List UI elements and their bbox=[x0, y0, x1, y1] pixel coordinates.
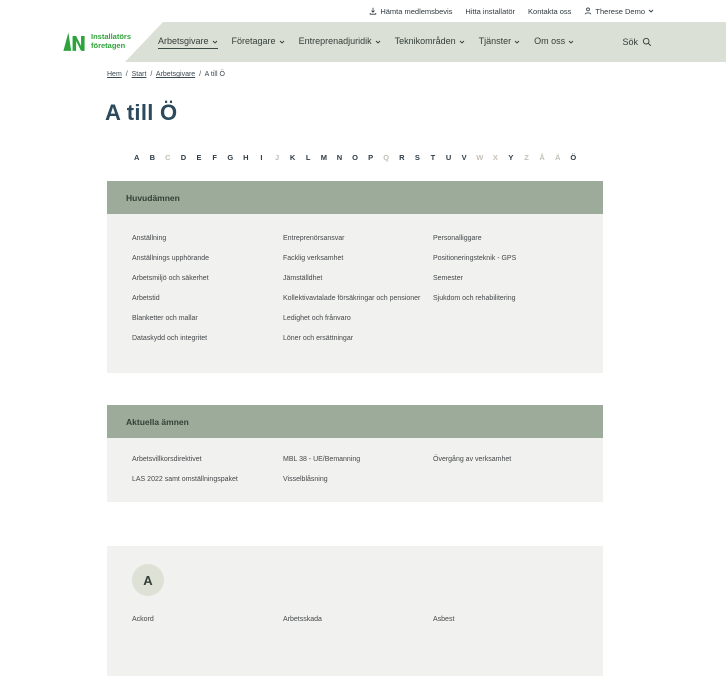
topic-link-arbetstid[interactable]: Arbetstid bbox=[132, 295, 160, 302]
breadcrumb-link-hem[interactable]: Hem bbox=[107, 71, 122, 78]
logo[interactable] bbox=[62, 29, 131, 53]
section-header-aktuella-amnen bbox=[107, 405, 603, 438]
topic-link-mbl-38-ue-bemanning[interactable]: MBL 38 - UE/Bemanning bbox=[283, 456, 361, 463]
alphabet-letter-w: W bbox=[476, 153, 484, 162]
alphabet-letter-h[interactable]: H bbox=[243, 153, 249, 162]
link-column bbox=[433, 235, 603, 343]
alphabet-letter-r[interactable]: R bbox=[399, 153, 405, 162]
topic-link-l-ner-och-ers-ttningar[interactable]: Löner och ersättningar bbox=[283, 335, 354, 342]
main-nav bbox=[158, 22, 574, 62]
link-column bbox=[283, 456, 433, 484]
chevron-down-icon bbox=[514, 36, 520, 46]
alphabet-nav bbox=[107, 153, 603, 162]
topic-link-arbetsmilj-och-s-kerhet[interactable]: Arbetsmiljö och säkerhet bbox=[132, 275, 209, 282]
topic-link-facklig-verksamhet[interactable]: Facklig verksamhet bbox=[283, 255, 344, 262]
topic-link-ackord[interactable]: Ackord bbox=[132, 616, 154, 623]
alphabet-letter-j: J bbox=[274, 153, 280, 162]
topic-link-visselbl-sning[interactable]: Visselblåsning bbox=[283, 476, 328, 483]
chevron-down-icon bbox=[459, 36, 465, 46]
section-aktuella-amnen bbox=[107, 405, 603, 502]
topic-link-semester[interactable]: Semester bbox=[433, 275, 463, 282]
topbar-label: Kontakta oss bbox=[528, 6, 572, 16]
topic-link-j-mst-lldhet[interactable]: Jämställdhet bbox=[283, 275, 323, 282]
alphabet-letter-s[interactable]: S bbox=[414, 153, 420, 162]
alphabet-letter-u[interactable]: U bbox=[445, 153, 452, 162]
nav-item-label: Tjänster bbox=[478, 35, 512, 46]
link-column bbox=[283, 235, 433, 343]
topic-link-personalliggare[interactable]: Personalliggare bbox=[433, 235, 482, 242]
nav-item-label: Teknikområden bbox=[394, 35, 456, 46]
breadcrumb-link-start[interactable]: Start bbox=[131, 71, 147, 78]
alphabet-letter-e[interactable]: E bbox=[196, 153, 202, 162]
link-column bbox=[433, 616, 603, 624]
nav-item-label: Entreprenadjuridik bbox=[298, 35, 372, 46]
search-button[interactable] bbox=[622, 22, 652, 62]
alphabet-letter-p[interactable]: P bbox=[368, 153, 374, 162]
nav-item-entreprenadjuridik[interactable] bbox=[299, 36, 381, 49]
topic-link-positioneringsteknik-gps[interactable]: Positioneringsteknik - GPS bbox=[433, 255, 517, 262]
topic-link-verg-ng-av-verksamhet[interactable]: Övergång av verksamhet bbox=[433, 456, 512, 463]
alphabet-letter-a[interactable]: A bbox=[133, 153, 140, 162]
alphabet-letter-v[interactable]: V bbox=[461, 153, 467, 162]
alphabet-letter-g[interactable]: G bbox=[227, 153, 234, 162]
topic-link-ledighet-och-fr-nvaro[interactable]: Ledighet och frånvaro bbox=[283, 315, 351, 322]
link-column bbox=[132, 235, 283, 343]
section-links bbox=[107, 214, 603, 373]
user-icon bbox=[584, 7, 592, 15]
alphabet-letter-c: C bbox=[165, 153, 171, 162]
alphabet-letter-å: Å bbox=[539, 153, 545, 162]
alphabet-letter-x: X bbox=[492, 153, 498, 162]
download-icon bbox=[369, 7, 377, 15]
alphabet-letter-l[interactable]: L bbox=[305, 153, 311, 162]
sections-container bbox=[0, 181, 726, 502]
topbar-label: Therese Demo bbox=[595, 6, 645, 16]
topbar-label: Hitta installatör bbox=[465, 6, 516, 16]
contact-link[interactable] bbox=[528, 7, 571, 16]
alphabet-letter-b[interactable]: B bbox=[149, 153, 155, 162]
nav-item-teknikomr-den[interactable] bbox=[395, 36, 465, 49]
breadcrumb-current: A till Ö bbox=[204, 71, 225, 78]
alphabet-letter-m[interactable]: M bbox=[320, 153, 327, 162]
breadcrumb bbox=[107, 71, 726, 78]
chevron-down-icon bbox=[212, 36, 218, 46]
section-huvudamnen bbox=[107, 181, 603, 373]
section-links bbox=[107, 438, 603, 502]
breadcrumb-separator: / bbox=[125, 71, 128, 78]
letter-badge bbox=[132, 564, 164, 596]
chevron-down-icon bbox=[279, 36, 285, 46]
search-label: Sök bbox=[622, 37, 638, 47]
topic-link-dataskydd-och-integritet[interactable]: Dataskydd och integritet bbox=[132, 335, 208, 342]
nav-item-label: Arbetsgivare bbox=[158, 35, 209, 46]
chevron-down-icon bbox=[568, 36, 574, 46]
breadcrumb-separator: / bbox=[150, 71, 153, 78]
logo-icon bbox=[62, 29, 86, 53]
alphabet-letter-y[interactable]: Y bbox=[508, 153, 514, 162]
link-column bbox=[433, 456, 603, 484]
page-title: A till Ö bbox=[105, 100, 178, 125]
topic-link-arbetsskada[interactable]: Arbetsskada bbox=[283, 616, 322, 623]
topic-link-kollektivavtalade-f-rs-kringar-och-pensioner[interactable]: Kollektivavtalade försäkringar och pensioner bbox=[283, 295, 421, 302]
logo-text bbox=[91, 32, 131, 50]
alphabet-letter-i[interactable]: I bbox=[260, 153, 263, 162]
topic-link-asbest[interactable]: Asbest bbox=[433, 616, 455, 623]
alphabet-letter-n[interactable]: N bbox=[336, 153, 343, 162]
alphabet-letter-d[interactable]: D bbox=[180, 153, 187, 162]
utility-bar bbox=[0, 0, 726, 22]
nav-item-arbetsgivare[interactable] bbox=[158, 36, 218, 49]
breadcrumb-link-arbetsgivare[interactable]: Arbetsgivare bbox=[155, 71, 196, 78]
section-title: Aktuella ämnen bbox=[126, 416, 189, 427]
alphabet-letter-ö[interactable]: Ö bbox=[570, 153, 577, 162]
alphabet-letter-z: Z bbox=[524, 153, 529, 162]
nav-item-f-retagare[interactable] bbox=[232, 36, 285, 49]
alphabet-letter-o[interactable]: O bbox=[352, 153, 358, 162]
main-navbar bbox=[0, 22, 726, 62]
letter-badge-label: A bbox=[143, 572, 153, 588]
topic-link-blanketter-och-mallar[interactable]: Blanketter och mallar bbox=[132, 315, 198, 322]
topic-link-entrepren-rsansvar[interactable]: Entreprenörsansvar bbox=[283, 235, 345, 242]
logo-line1: Installatörs bbox=[91, 32, 132, 41]
nav-item-label: Om oss bbox=[534, 35, 566, 46]
topic-link-sjukdom-och-rehabilitering[interactable]: Sjukdom och rehabilitering bbox=[433, 295, 516, 302]
find-installer-link[interactable] bbox=[465, 7, 515, 16]
link-column bbox=[132, 616, 283, 624]
chevron-down-icon bbox=[375, 36, 381, 46]
alphabet-letter-q: Q bbox=[383, 153, 390, 162]
topic-link-las-2022-samt-omst-llningspaket[interactable]: LAS 2022 samt omställningspaket bbox=[132, 476, 238, 483]
section-title: Huvudämnen bbox=[126, 192, 180, 203]
nav-item-label: Företagare bbox=[231, 35, 276, 46]
alphabet-letter-t[interactable]: T bbox=[430, 153, 436, 162]
search-icon bbox=[642, 37, 652, 47]
link-column bbox=[132, 456, 283, 484]
letter-section-a bbox=[107, 546, 603, 676]
topic-link-anst-llnings-upph-rande[interactable]: Anställnings upphörande bbox=[132, 255, 210, 262]
logo-line2: företagen bbox=[91, 41, 126, 50]
topbar-label: Hämta medlemsbevis bbox=[380, 6, 453, 16]
letter-links bbox=[132, 616, 603, 624]
alphabet-letter-f[interactable]: F bbox=[212, 153, 217, 162]
download-membership-link[interactable] bbox=[369, 7, 452, 16]
link-column bbox=[283, 616, 433, 624]
alphabet-letter-k[interactable]: K bbox=[289, 153, 296, 162]
nav-item-tj-nster[interactable] bbox=[479, 36, 521, 49]
nav-item-om-oss[interactable] bbox=[534, 36, 574, 49]
breadcrumb-separator: / bbox=[199, 71, 202, 78]
topic-link-anst-llning[interactable]: Anställning bbox=[132, 235, 167, 242]
alphabet-letter-ä: Ä bbox=[555, 153, 561, 162]
section-header-huvudamnen bbox=[107, 181, 603, 214]
topic-link-arbetsvillkorsdirektivet[interactable]: Arbetsvillkorsdirektivet bbox=[132, 456, 202, 463]
user-menu[interactable] bbox=[584, 7, 654, 16]
chevron-down-icon bbox=[648, 9, 654, 13]
